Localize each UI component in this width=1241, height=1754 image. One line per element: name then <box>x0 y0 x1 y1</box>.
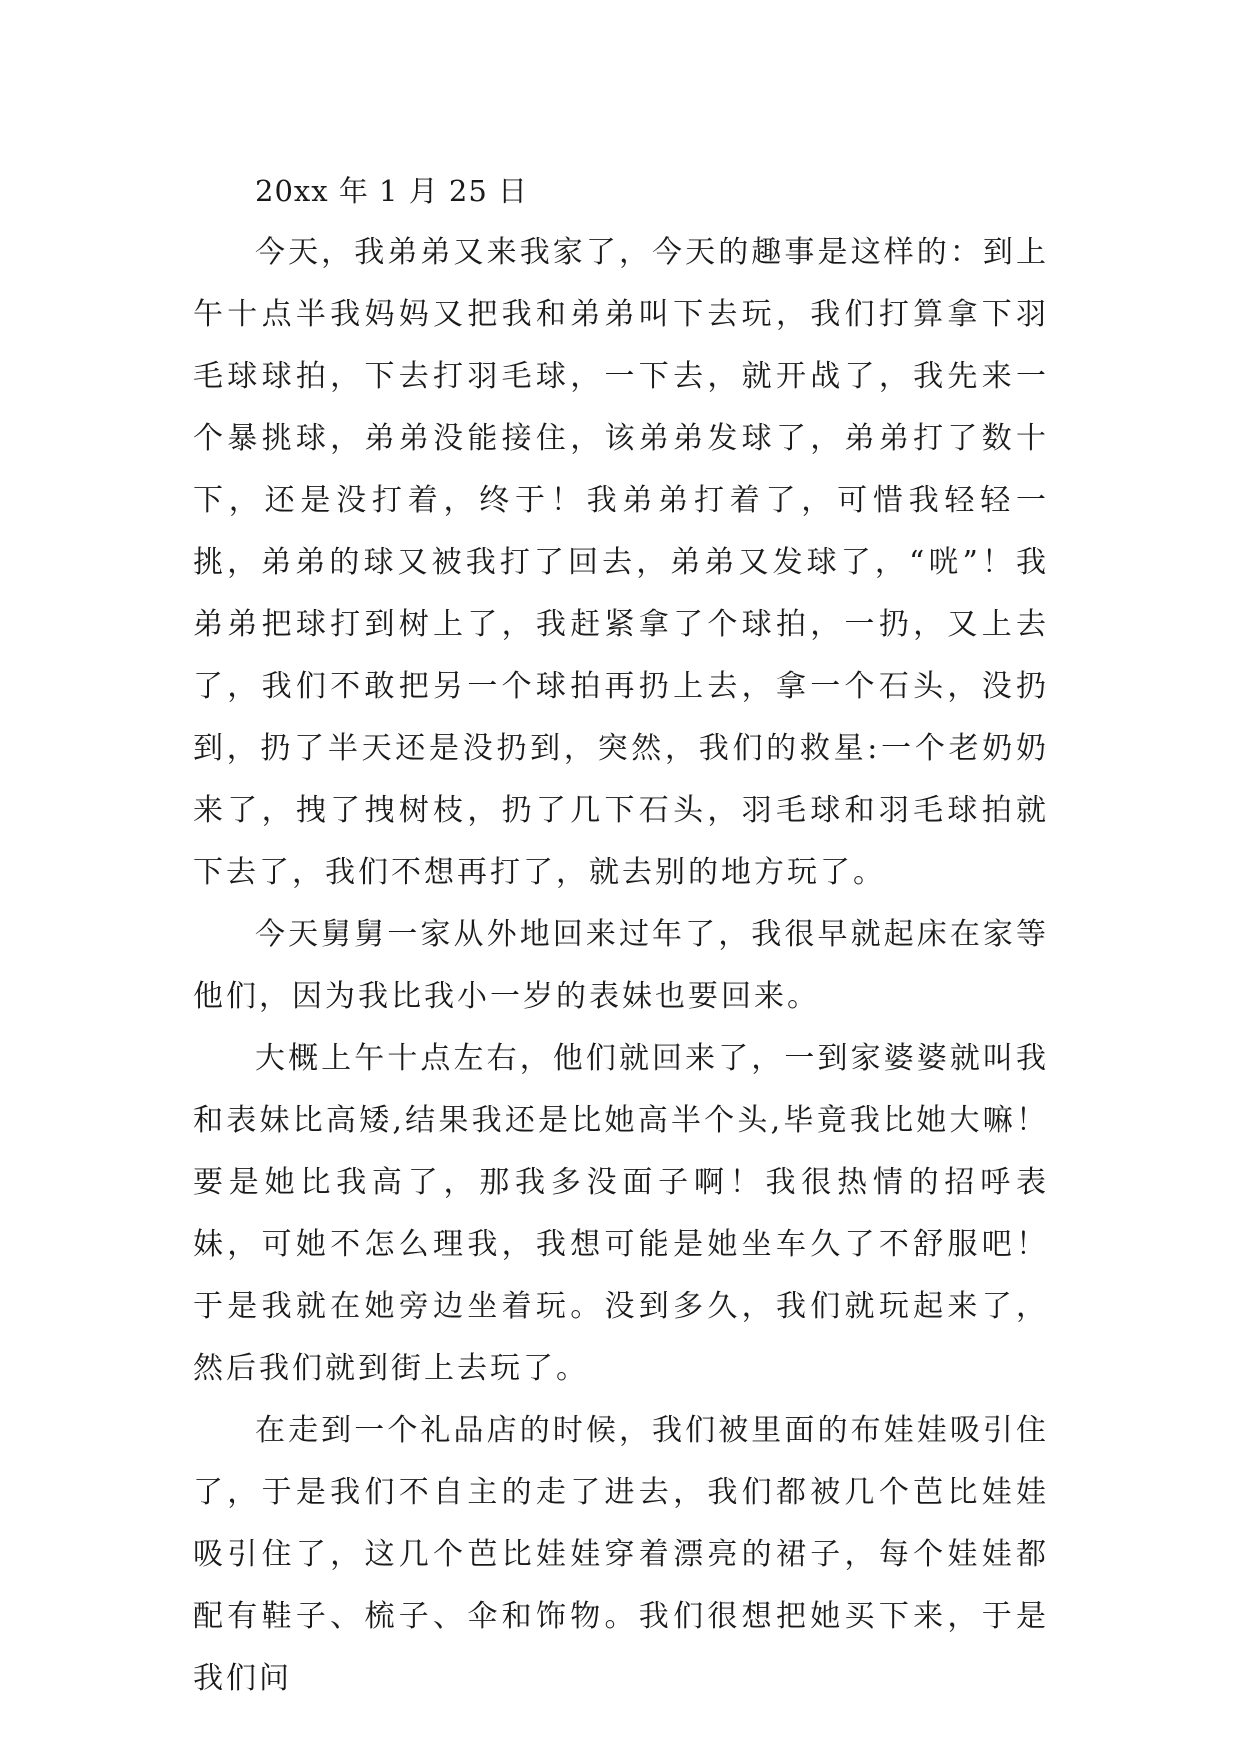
document-page <box>193 160 1049 1710</box>
paragraph-3: 大概上午十点左右，他们就回来了，一到家婆婆就叫我和表妹比高矮,结果我还是比她高半个头,毕竟我比她大嘛！要是她比我高了，那我多没面子啊！我很热情的招呼表妹，可她不怎么理我，我想可能是她坐车久了不舒服吧！于是我就在她旁边坐着玩。没到多久，我们就玩起来了，然后我们就到街上去玩了。 <box>193 1041 1049 1386</box>
paragraph-1: 今天，我弟弟又来我家了，今天的趣事是这样的：到上午十点半我妈妈又把我和弟弟叫下去玩，我们打算拿下羽毛球球拍，下去打羽毛球，一下去，就开战了，我先来一个暴挑球，弟弟没能接住，该弟弟发球了，弟弟打了数十下，还是没打着，终于！我弟弟打着了，可惜我轻轻一挑，弟弟的球又被我打了回去，弟弟又发球了，“咣”！我弟弟把球打到树上了，我赶紧拿了个球拍，一扔，又上去了，我们不敢把另一个球拍再扔上去，拿一个石头，没扔到，扔了半天还是没扔到，突然，我们的救星:一个老奶奶来了，拽了拽树枝，扔了几下石头，羽毛球和羽毛球拍就下去了，我们不想再打了，就去别的地方玩了。 <box>193 235 1049 890</box>
paragraph-2: 今天舅舅一家从外地回来过年了，我很早就起床在家等他们，因为我比我小一岁的表妹也要回来。 <box>193 917 1049 1014</box>
document-date: 20xx 年 1 月 25 日 <box>255 174 529 208</box>
paragraph-4: 在走到一个礼品店的时候，我们被里面的布娃娃吸引住了，于是我们不自主的走了进去，我们都被几个芭比娃娃吸引住了，这几个芭比娃娃穿着漂亮的裙子，每个娃娃都配有鞋子、梳子、伞和饰物。我们很想把她买下来，于是我们问 <box>193 1413 1049 1696</box>
